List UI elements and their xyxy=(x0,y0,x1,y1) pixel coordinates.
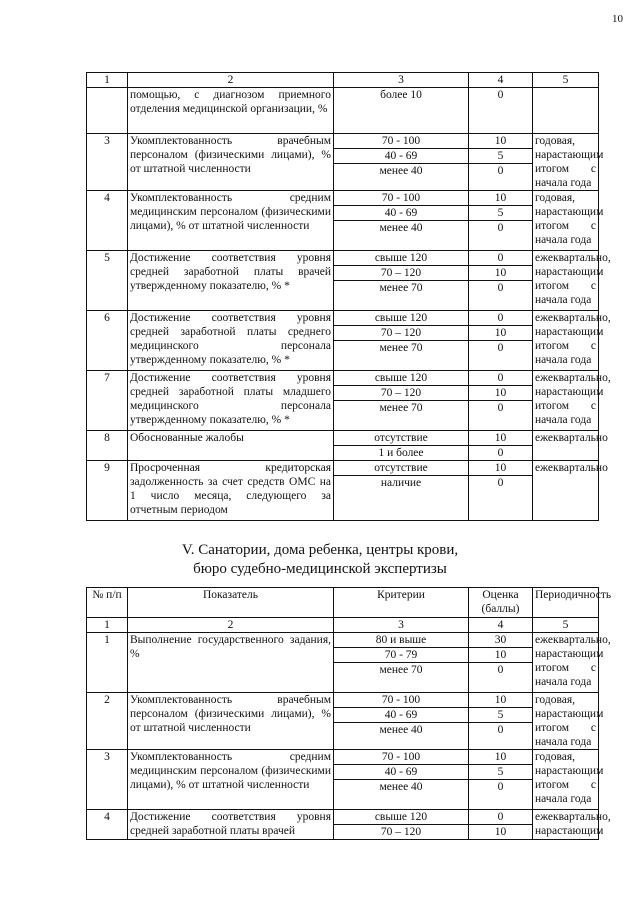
criteria-cell xyxy=(334,750,469,810)
score-cell xyxy=(469,134,533,191)
score-value: 10 xyxy=(469,385,532,400)
criteria-cell xyxy=(334,461,469,521)
column-header: Критерии xyxy=(334,588,469,618)
score-value: 10 xyxy=(494,694,507,706)
score-value: 0 xyxy=(469,722,532,737)
criterion-value: менее 40 xyxy=(334,220,468,235)
period-text: годовая, нарастающим итогом с начала года xyxy=(533,750,599,810)
column-number: 1 xyxy=(87,618,128,633)
indicators-table-2 xyxy=(86,587,612,840)
row-number: 3 xyxy=(87,134,128,191)
criterion-value: 40 - 69 xyxy=(334,707,468,722)
column-number: 3 xyxy=(334,618,469,633)
criteria-cell xyxy=(334,134,469,191)
criteria-cell xyxy=(334,431,469,461)
indicator-text: Достижение соответствия уровня средней заработной платы врачей утвержденному показателю, % * xyxy=(128,251,334,311)
indicator-text: Выполнение государственного задания, % xyxy=(128,633,334,693)
score-value: 0 xyxy=(497,252,504,264)
criteria-cell xyxy=(334,251,469,311)
criterion-value: отсутствие xyxy=(374,462,428,474)
criterion-value: 70 – 120 xyxy=(334,385,468,400)
score-value: 0 xyxy=(469,220,532,235)
score-value: 0 xyxy=(469,163,532,178)
score-cell xyxy=(469,693,533,750)
criteria-cell xyxy=(334,191,469,251)
row-number: 6 xyxy=(87,311,128,371)
table-row xyxy=(87,693,599,750)
criterion-value: менее 40 xyxy=(334,779,468,794)
row-number: 4 xyxy=(87,810,128,840)
table-row xyxy=(87,134,599,191)
indicator-text: помощью, с диагнозом приемного отделения медицинской организации, % xyxy=(128,88,334,134)
period-text: годовая, нарастающим итогом с начала года xyxy=(533,134,599,191)
column-number: 2 xyxy=(128,73,334,88)
criterion-value: свыше 120 xyxy=(374,811,428,823)
row-number: 9 xyxy=(87,461,128,521)
indicator-text: Достижение соответствия уровня средней заработной платы врачей xyxy=(128,810,334,840)
column-header: Периодичность xyxy=(533,588,599,618)
criterion-value: 70 - 100 xyxy=(381,694,421,706)
column-header: Показатель xyxy=(128,588,334,618)
score-value: 0 xyxy=(469,340,532,355)
score-value: 10 xyxy=(494,432,507,444)
table-row xyxy=(87,633,599,693)
criterion-value: 70 - 100 xyxy=(381,751,421,763)
criterion-value: более 10 xyxy=(334,88,469,134)
column-number: 5 xyxy=(533,73,599,88)
column-number: 4 xyxy=(469,618,533,633)
row-number: 2 xyxy=(87,693,128,750)
page-number: 10 xyxy=(612,13,623,25)
period-text: ежеквартально, нарастающим итогом с начала года xyxy=(533,251,599,311)
score-cell xyxy=(469,191,533,251)
column-header: № п/п xyxy=(87,588,128,618)
column-number: 4 xyxy=(469,73,533,88)
score-value: 0 xyxy=(469,662,532,677)
score-value: 10 xyxy=(494,462,507,474)
table-row xyxy=(87,311,599,371)
indicator-text: Укомплектованность врачебным персоналом (физическими лицами), % от штатной численности xyxy=(128,134,334,191)
score-value: 0 xyxy=(497,312,504,324)
period-text: годовая, нарастающим итогом с начала года xyxy=(533,693,599,750)
score-value: 0 xyxy=(469,280,532,295)
score-value: 10 xyxy=(469,824,532,839)
table-row xyxy=(87,371,599,431)
criterion-value: 70 – 120 xyxy=(334,265,468,280)
score-cell xyxy=(469,633,533,693)
indicator-text: Укомплектованность средним медицинским персоналом (физическими лицами), % от штатной численности xyxy=(128,750,334,810)
row-number: 4 xyxy=(87,191,128,251)
period-text: ежеквартально xyxy=(533,461,599,521)
period-text: ежеквартально, нарастающим xyxy=(533,810,599,840)
column-number: 2 xyxy=(128,618,334,633)
row-number: 1 xyxy=(87,633,128,693)
score-value: 5 xyxy=(469,707,532,722)
column-number: 1 xyxy=(87,73,128,88)
criterion-value: свыше 120 xyxy=(374,372,428,384)
indicator-text: Достижение соответствия уровня средней заработной платы младшего медицинского персонала утвержденному показателю, % * xyxy=(128,371,334,431)
row-number xyxy=(87,88,128,134)
criterion-value: 80 и выше xyxy=(375,634,427,646)
table-row xyxy=(87,88,599,134)
section-heading-line1: V. Санатории, дома ребенка, центры крови, xyxy=(181,542,459,558)
score-value: 0 xyxy=(497,811,504,823)
criterion-value: менее 70 xyxy=(334,340,468,355)
criterion-value: 40 - 69 xyxy=(334,764,468,779)
score-value: 0 xyxy=(469,400,532,415)
number-row xyxy=(87,618,599,633)
score-value: 0 xyxy=(469,475,532,490)
criterion-value: менее 40 xyxy=(334,722,468,737)
table-row xyxy=(87,810,599,840)
score-value: 0 xyxy=(469,445,532,460)
score-cell xyxy=(469,750,533,810)
score-value: 30 xyxy=(494,634,507,646)
table-row xyxy=(87,750,599,810)
criteria-cell xyxy=(334,693,469,750)
score-value: 10 xyxy=(469,265,532,280)
score-value: 10 xyxy=(469,647,532,662)
section-heading-line2: бюро судебно-медицинской экспертизы xyxy=(193,561,447,577)
criterion-value: свыше 120 xyxy=(374,252,428,264)
score-cell xyxy=(469,810,533,840)
period-text: ежеквартально, нарастающим итогом с начала года xyxy=(533,371,599,431)
indicators-table-1 xyxy=(86,72,611,521)
score-value: 5 xyxy=(469,205,532,220)
table-row xyxy=(87,431,599,461)
indicator-text: Достижение соответствия уровня средней заработной платы среднего медицинского персонала утвержденному показателю, % * xyxy=(128,311,334,371)
indicator-text: Укомплектованность врачебным персоналом (физическими лицами), % от штатной численности xyxy=(128,693,334,750)
row-number: 3 xyxy=(87,750,128,810)
criterion-value: 70 - 100 xyxy=(381,192,421,204)
score-value: 5 xyxy=(469,764,532,779)
criterion-value: менее 70 xyxy=(334,662,468,677)
criterion-value: 70 - 100 xyxy=(381,135,421,147)
criterion-value: 70 – 120 xyxy=(334,824,468,839)
score-cell xyxy=(469,311,533,371)
period-text: ежеквартально, нарастающим итогом с начала года xyxy=(533,311,599,371)
criterion-value: 70 – 120 xyxy=(334,325,468,340)
column-number: 5 xyxy=(533,618,599,633)
score-value: 0 xyxy=(497,372,504,384)
score-value: 0 xyxy=(469,88,533,134)
score-value: 10 xyxy=(494,751,507,763)
score-cell xyxy=(469,251,533,311)
row-number: 8 xyxy=(87,431,128,461)
header-row xyxy=(87,588,599,618)
period-text: ежеквартально xyxy=(533,431,599,461)
indicator-text: Укомплектованность средним медицинским персоналом (физическими лицами), % от штатной численности xyxy=(128,191,334,251)
criterion-value: отсутствие xyxy=(374,432,428,444)
indicator-text: Обоснованные жалобы xyxy=(128,431,334,461)
criterion-value: 40 - 69 xyxy=(334,205,468,220)
criterion-value: наличие xyxy=(334,475,468,490)
criterion-value: 1 и более xyxy=(334,445,468,460)
score-value: 5 xyxy=(469,148,532,163)
row-number: 7 xyxy=(87,371,128,431)
period-text: ежеквартально, нарастающим итогом с начала года xyxy=(533,633,599,693)
table-row xyxy=(87,191,599,251)
header-row xyxy=(87,73,599,88)
indicator-text: Просроченная кредиторская задолженность за счет средств ОМС на 1 число месяца, следующего за отчетным периодом xyxy=(128,461,334,521)
score-value: 10 xyxy=(494,192,507,204)
row-number: 5 xyxy=(87,251,128,311)
criterion-value: свыше 120 xyxy=(374,312,428,324)
score-cell xyxy=(469,431,533,461)
criteria-cell xyxy=(334,371,469,431)
score-cell xyxy=(469,371,533,431)
score-value: 10 xyxy=(469,325,532,340)
criterion-value: 40 - 69 xyxy=(334,148,468,163)
table-row xyxy=(87,251,599,311)
criteria-cell xyxy=(334,810,469,840)
table-row xyxy=(87,461,599,521)
column-header: Оценка (баллы) xyxy=(469,588,533,618)
criterion-value: менее 70 xyxy=(334,400,468,415)
period-text: годовая, нарастающим итогом с начала года xyxy=(533,191,599,251)
score-cell xyxy=(469,461,533,521)
criterion-value: менее 70 xyxy=(334,280,468,295)
criteria-cell xyxy=(334,311,469,371)
column-number: 3 xyxy=(334,73,469,88)
section-heading xyxy=(0,541,640,579)
period-text xyxy=(533,88,599,134)
criteria-cell xyxy=(334,633,469,693)
score-value: 10 xyxy=(494,135,507,147)
criterion-value: 70 - 79 xyxy=(334,647,468,662)
criterion-value: менее 40 xyxy=(334,163,468,178)
score-value: 0 xyxy=(469,779,532,794)
